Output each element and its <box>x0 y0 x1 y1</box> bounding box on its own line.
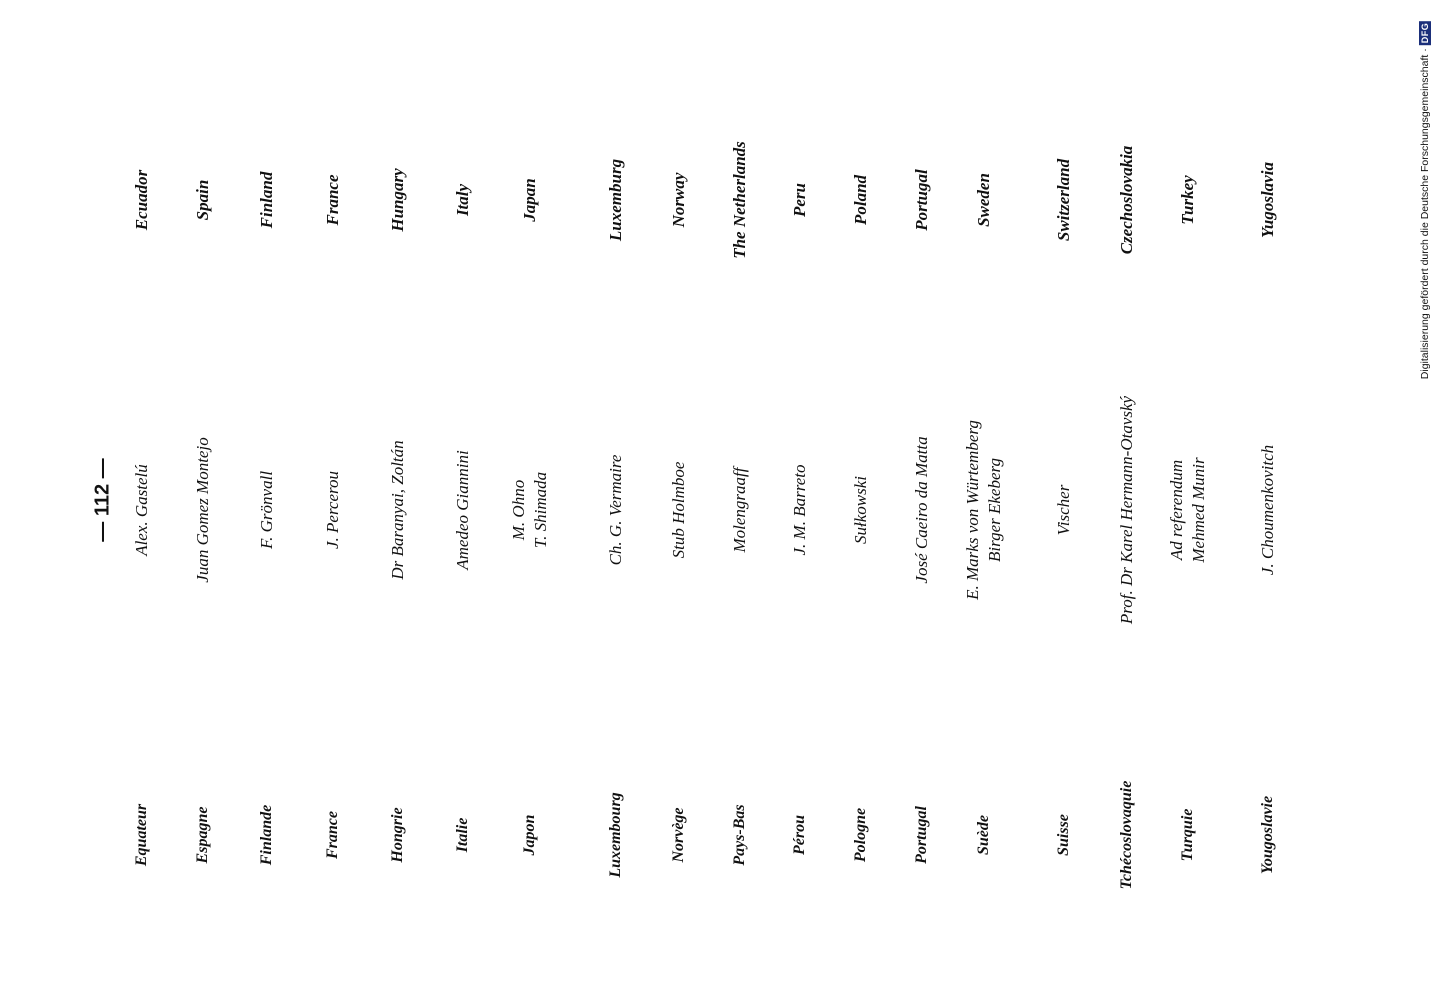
delegate-name: Ad referendum <box>1167 459 1186 561</box>
delegate-name: E. Marks von Würtemberg <box>963 420 982 600</box>
country-english: Spain <box>193 179 212 221</box>
delegate-names <box>452 450 474 569</box>
dfg-logo: DFG <box>1420 22 1430 44</box>
country-english: Luxemburg <box>606 158 625 242</box>
country-english: Poland <box>851 174 870 226</box>
country-french: Pérou <box>791 815 808 855</box>
delegate-name: Ch. G. Vermaire <box>606 454 625 566</box>
delegate-names <box>605 455 627 566</box>
country-english: Norway <box>669 172 688 228</box>
delegate-names <box>1116 396 1138 624</box>
country-english: Sweden <box>974 173 993 227</box>
country-french: Turquie <box>1179 808 1196 862</box>
delegate-name: José Caeiro da Matta <box>912 436 931 584</box>
digitization-credit <box>1419 21 1431 379</box>
country-english: France <box>323 174 342 226</box>
country-french: Luxembourg <box>607 792 624 878</box>
delegate-name: Amedeo Giannini <box>453 450 472 570</box>
delegate-names <box>850 476 872 544</box>
country-french: Japon <box>521 814 538 856</box>
country-english: The Netherlands <box>730 141 749 259</box>
delegate-name: J. Percerou <box>323 470 342 550</box>
country-french: Portugal <box>913 806 930 864</box>
country-english: Yugoslavia <box>1258 162 1277 238</box>
country-english: Switzerland <box>1054 158 1073 242</box>
country-french: Espagne <box>194 806 211 864</box>
delegate-names <box>1053 485 1075 536</box>
delegate-names <box>508 472 552 548</box>
delegate-name: Stub Holmboe <box>669 461 688 559</box>
country-french: Suède <box>975 815 992 855</box>
delegate-names <box>962 420 1006 600</box>
country-english: Ecuador <box>132 169 151 231</box>
country-english: Czechoslovakia <box>1117 145 1136 255</box>
country-french: Pologne <box>852 807 869 863</box>
delegate-name: F. Grönvall <box>257 470 276 550</box>
country-french: Norvège <box>670 807 687 863</box>
delegate-names <box>1166 457 1210 562</box>
delegate-name: Juan Gomez Montejo <box>193 437 212 583</box>
country-english: Japan <box>520 178 539 222</box>
country-french: France <box>324 811 341 859</box>
delegate-name: Sułkowski <box>851 476 870 544</box>
delegate-names <box>192 437 214 582</box>
country-english: Finland <box>257 171 276 229</box>
delegate-name: Alex. Gastelú <box>132 464 151 556</box>
country-english: Italy <box>453 183 472 217</box>
delegate-names <box>789 465 811 556</box>
delegate-names <box>729 468 751 553</box>
country-english: Portugal <box>912 169 931 231</box>
country-english: Hungary <box>388 168 407 232</box>
country-french: Finlande <box>258 804 275 866</box>
delegate-name: Mehmed Munir <box>1189 457 1208 563</box>
country-french: Equateur <box>133 803 150 867</box>
delegate-name: Birger Ekeberg <box>985 457 1004 563</box>
page-number: — 112 — <box>91 458 114 542</box>
delegate-names <box>668 462 690 559</box>
country-french: Hongrie <box>389 807 406 863</box>
delegate-name: J. Choumenkovitch <box>1258 444 1277 576</box>
delegate-name: J. M. Barreto <box>790 464 809 556</box>
country-french: Italie <box>454 817 471 853</box>
delegate-name: Prof. Dr Karel Hermann-Otavský <box>1117 395 1136 625</box>
credit-text: Digitalisierung gefördert durch die Deutsche Forschungsgemeinschaft · <box>1419 48 1431 380</box>
delegate-names <box>322 471 344 549</box>
country-english: Peru <box>790 183 809 217</box>
delegate-name: Vischer <box>1054 484 1073 536</box>
delegate-name: M. Ohno <box>509 479 528 541</box>
delegate-names <box>1257 445 1279 575</box>
country-french: Tchécoslovaquie <box>1118 780 1135 890</box>
country-french: Suisse <box>1055 814 1072 856</box>
delegate-names <box>387 440 409 579</box>
delegate-name: Dr Baranyai, Zoltán <box>388 440 407 580</box>
delegate-names <box>911 436 933 583</box>
delegate-name: T. Shimada <box>531 471 550 549</box>
country-french: Yougoslavie <box>1259 795 1276 875</box>
country-french: Pays-Bas <box>731 804 748 866</box>
delegate-names <box>256 471 278 549</box>
delegate-names <box>131 464 153 556</box>
delegate-name: Molengraaff <box>730 467 749 553</box>
country-english: Turkey <box>1178 175 1197 225</box>
